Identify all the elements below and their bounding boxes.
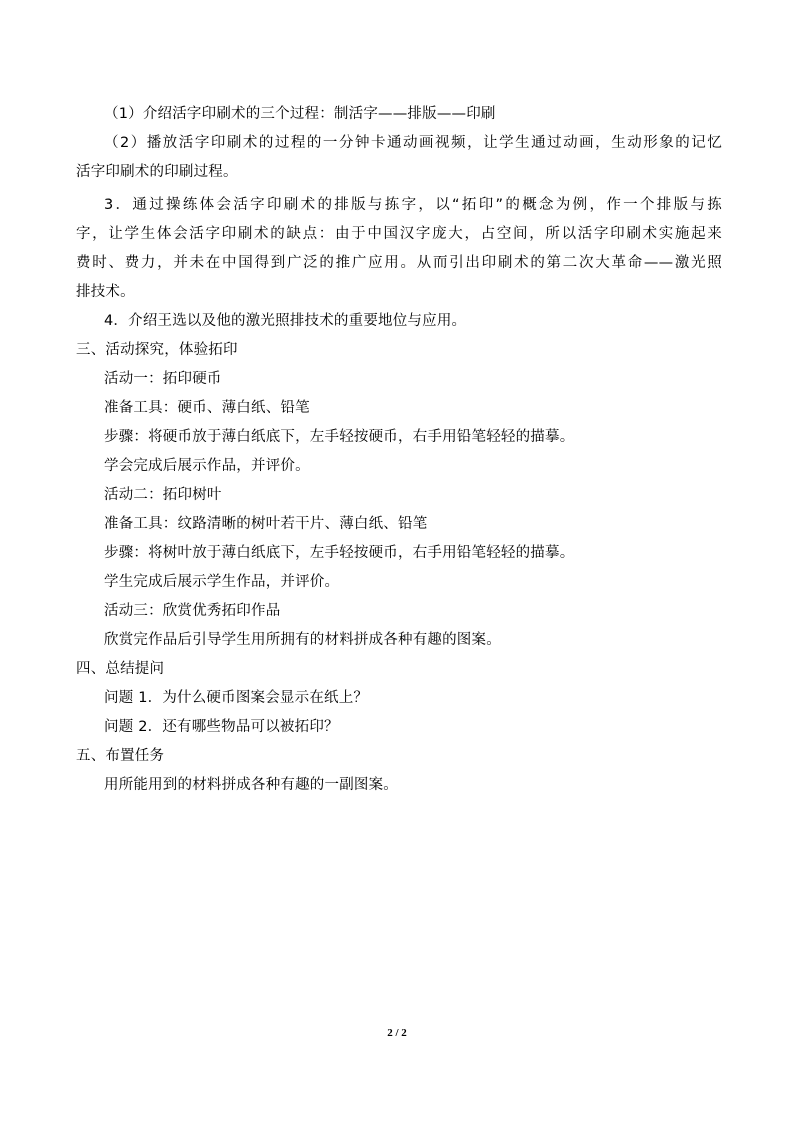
- page-number: 2 / 2: [387, 1027, 407, 1039]
- paragraph-line: 学生完成后展示学生作品，并评价。: [104, 574, 340, 590]
- paragraph-line: （1）介绍活字印刷术的三个过程：制活字——排版——印刷: [104, 106, 496, 122]
- paragraph-line: 学会完成后展示作品，并评价。: [104, 458, 310, 474]
- section-heading: 五、布置任务: [76, 748, 165, 764]
- paragraph-line: 活字印刷术的印刷过程。: [76, 164, 238, 180]
- paragraph-line: 准备工具：纹路清晰的树叶若干片、薄白纸、铅笔: [104, 516, 428, 532]
- activity-title: 活动三：欣赏优秀拓印作品: [104, 603, 281, 619]
- activity-title: 活动二：拓印树叶: [104, 487, 222, 503]
- activity-title: 活动一：拓印硬币: [104, 371, 222, 387]
- paragraph-line: 步骤：将树叶放于薄白纸底下，左手轻按硬币，右手用铅笔轻轻的描摹。: [104, 545, 575, 561]
- paragraph-line: 3．通过操练体会活字印刷术的排版与拣字，以“拓印”的概念为例，作一个排版与拣: [104, 197, 722, 213]
- paragraph-line: （2）播放活字印刷术的过程的一分钟卡通动画视频，让学生通过动画，生动形象的记忆: [104, 135, 722, 151]
- question-item: 问题 1．为什么硬币图案会显示在纸上？: [104, 690, 369, 706]
- paragraph-line: 4．介绍王选以及他的激光照排技术的重要地位与应用。: [104, 313, 467, 329]
- section-heading: 四、总结提问: [76, 661, 165, 677]
- paragraph-line: 字，让学生体会活字印刷术的缺点：由于中国汉字庞大，占空间，所以活字印刷术实施起来: [76, 226, 722, 242]
- paragraph-line: 欣赏完作品后引导学生用所拥有的材料拼成各种有趣的图案。: [104, 632, 501, 648]
- paragraph-line: 费时、费力，并未在中国得到广泛的推广应用。从而引出印刷术的第二次大革命——激光照: [76, 255, 722, 271]
- paragraph-line: 步骤：将硬币放于薄白纸底下，左手轻按硬币，右手用铅笔轻轻的描摹。: [104, 429, 575, 445]
- question-item: 问题 2．还有哪些物品可以被拓印？: [104, 719, 339, 735]
- paragraph-line: 准备工具：硬币、薄白纸、铅笔: [104, 400, 310, 416]
- paragraph-line: 用所能用到的材料拼成各种有趣的一副图案。: [104, 777, 398, 793]
- section-heading: 三、活动探究，体验拓印: [76, 342, 238, 358]
- paragraph-line: 排技术。: [76, 284, 135, 300]
